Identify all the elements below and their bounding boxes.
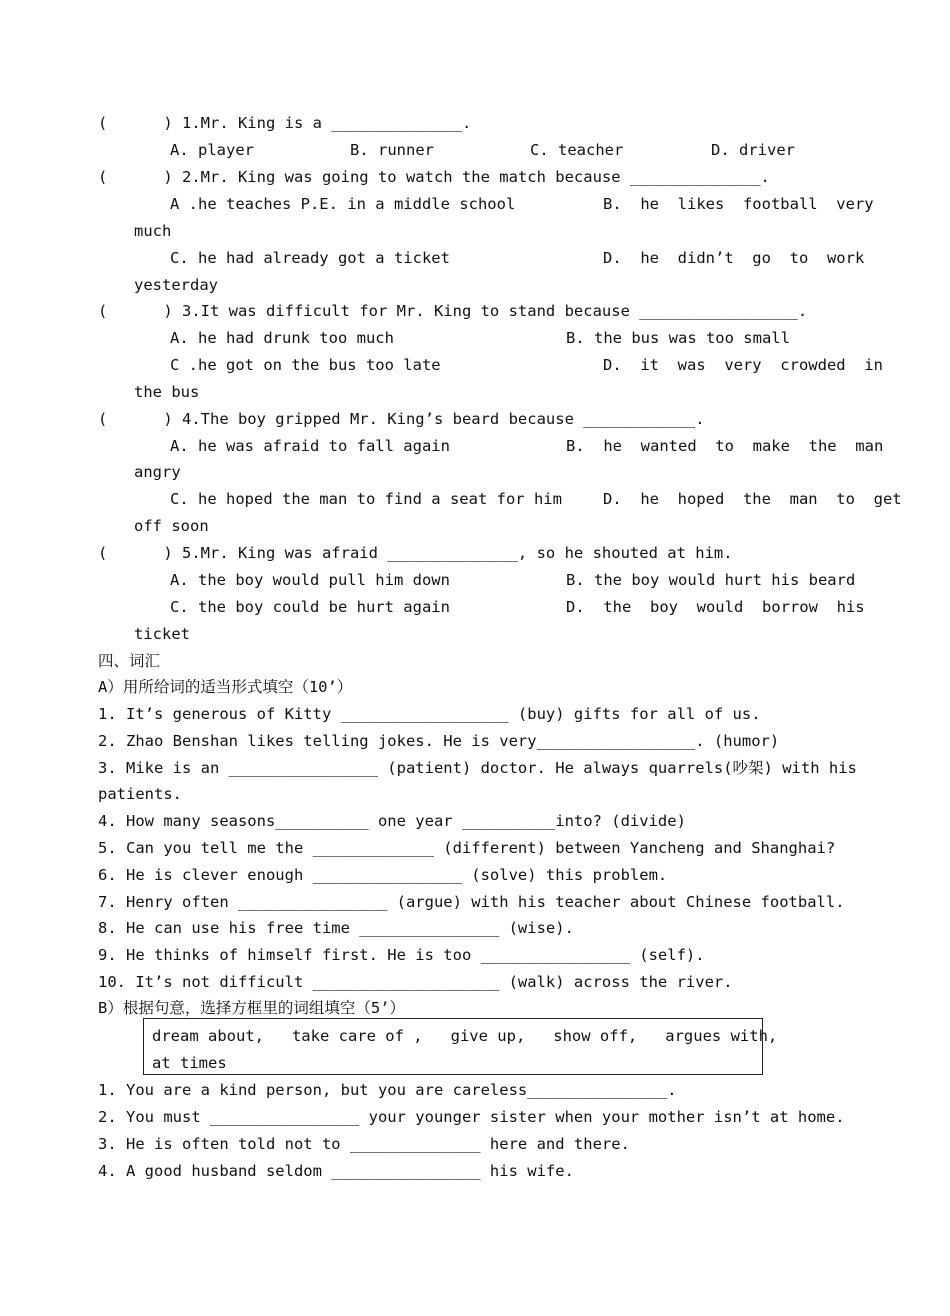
question-5-option-b: B. the boy would hurt his beard xyxy=(566,571,856,589)
part-a-item-6: 6. He is clever enough ________________ (solve) this problem. xyxy=(98,866,668,884)
part-b-item-2: 2. You must ________________ your younger sister when your mother isn’t at home. xyxy=(98,1108,845,1126)
part-a-item-3-cont: patients. xyxy=(98,785,182,803)
question-4-option-b-cont: angry xyxy=(134,463,181,481)
question-1-option-b: B. runner xyxy=(350,141,434,159)
question-2-option-d-cont: yesterday xyxy=(134,276,218,294)
phrase-box-line-1: dream about, take care of , give up, show off, argues with, xyxy=(152,1027,778,1045)
part-a-item-9: 9. He thinks of himself first. He is too ________________ (self). xyxy=(98,946,705,964)
question-4-stem: ( ) 4.The boy gripped Mr. King’s beard because ____________. xyxy=(98,410,705,428)
question-5-option-d: D. the boy would borrow his xyxy=(566,598,865,616)
question-5-option-a: A. the boy would pull him down xyxy=(170,571,450,589)
question-3-option-b: B. the bus was too small xyxy=(566,329,790,347)
phrase-box-line-2: at times xyxy=(152,1054,227,1072)
part-a-heading: A）用所给词的适当形式填空（10’） xyxy=(98,678,353,696)
section-4-heading: 四、词汇 xyxy=(98,652,161,670)
question-4-option-d-cont: off soon xyxy=(134,517,209,535)
question-1-option-c: C. teacher xyxy=(530,141,624,159)
question-4-option-a: A. he was afraid to fall again xyxy=(170,437,450,455)
question-4-option-b: B. he wanted to make the man xyxy=(566,437,884,455)
question-2-option-b-cont: much xyxy=(134,222,172,240)
question-5-option-d-cont: ticket xyxy=(134,625,190,643)
question-1-stem: ( ) 1.Mr. King is a ______________. xyxy=(98,114,472,132)
part-b-item-3: 3. He is often told not to ______________ here and there. xyxy=(98,1135,630,1153)
part-b-item-1: 1. You are a kind person, but you are careless_______________. xyxy=(98,1081,677,1099)
part-b-item-4: 4. A good husband seldom ________________ his wife. xyxy=(98,1162,574,1180)
question-1-option-a: A. player xyxy=(170,141,254,159)
part-a-item-2: 2. Zhao Benshan likes telling jokes. He is very_________________. (humor) xyxy=(98,732,780,750)
question-4-option-c: C. he hoped the man to find a seat for him xyxy=(170,490,562,508)
question-3-option-d: D. it was very crowded in xyxy=(603,356,883,374)
part-a-item-1: 1. It’s generous of Kitty __________________ (buy) gifts for all of us. xyxy=(98,705,761,723)
question-3-option-a: A. he had drunk too much xyxy=(170,329,394,347)
part-a-item-3: 3. Mike is an ________________ (patient) doctor. He always quarrels(吵架) with his xyxy=(98,759,857,777)
part-b-heading: B）根据句意，选择方框里的词组填空（5’） xyxy=(98,999,405,1017)
question-3-option-c: C .he got on the bus too late xyxy=(170,356,441,374)
question-2-option-d: D. he didn’t go to work xyxy=(603,249,865,267)
question-5-option-c: C. the boy could be hurt again xyxy=(170,598,450,616)
part-a-item-8: 8. He can use his free time _______________ (wise). xyxy=(98,919,574,937)
question-2-option-b: B. he likes football very xyxy=(603,195,874,213)
part-a-item-4: 4. How many seasons__________ one year __________into? (divide) xyxy=(98,812,686,830)
question-3-stem: ( ) 3.It was difficult for Mr. King to stand because _________________. xyxy=(98,302,808,320)
part-a-item-5: 5. Can you tell me the _____________ (different) between Yancheng and Shanghai? xyxy=(98,839,836,857)
question-1-option-d: D. driver xyxy=(711,141,795,159)
question-5-stem: ( ) 5.Mr. King was afraid ______________, so he shouted at him. xyxy=(98,544,733,562)
question-4-option-d: D. he hoped the man to get xyxy=(603,490,902,508)
question-2-stem: ( ) 2.Mr. King was going to watch the match because ______________. xyxy=(98,168,770,186)
question-2-option-a: A .he teaches P.E. in a middle school xyxy=(170,195,516,213)
question-3-option-d-cont: the bus xyxy=(134,383,200,401)
question-2-option-c: C. he had already got a ticket xyxy=(170,249,450,267)
part-a-item-7: 7. Henry often ________________ (argue) with his teacher about Chinese football. xyxy=(98,893,845,911)
part-a-item-10: 10. It’s not difficult ____________________ (walk) across the river. xyxy=(98,973,733,991)
